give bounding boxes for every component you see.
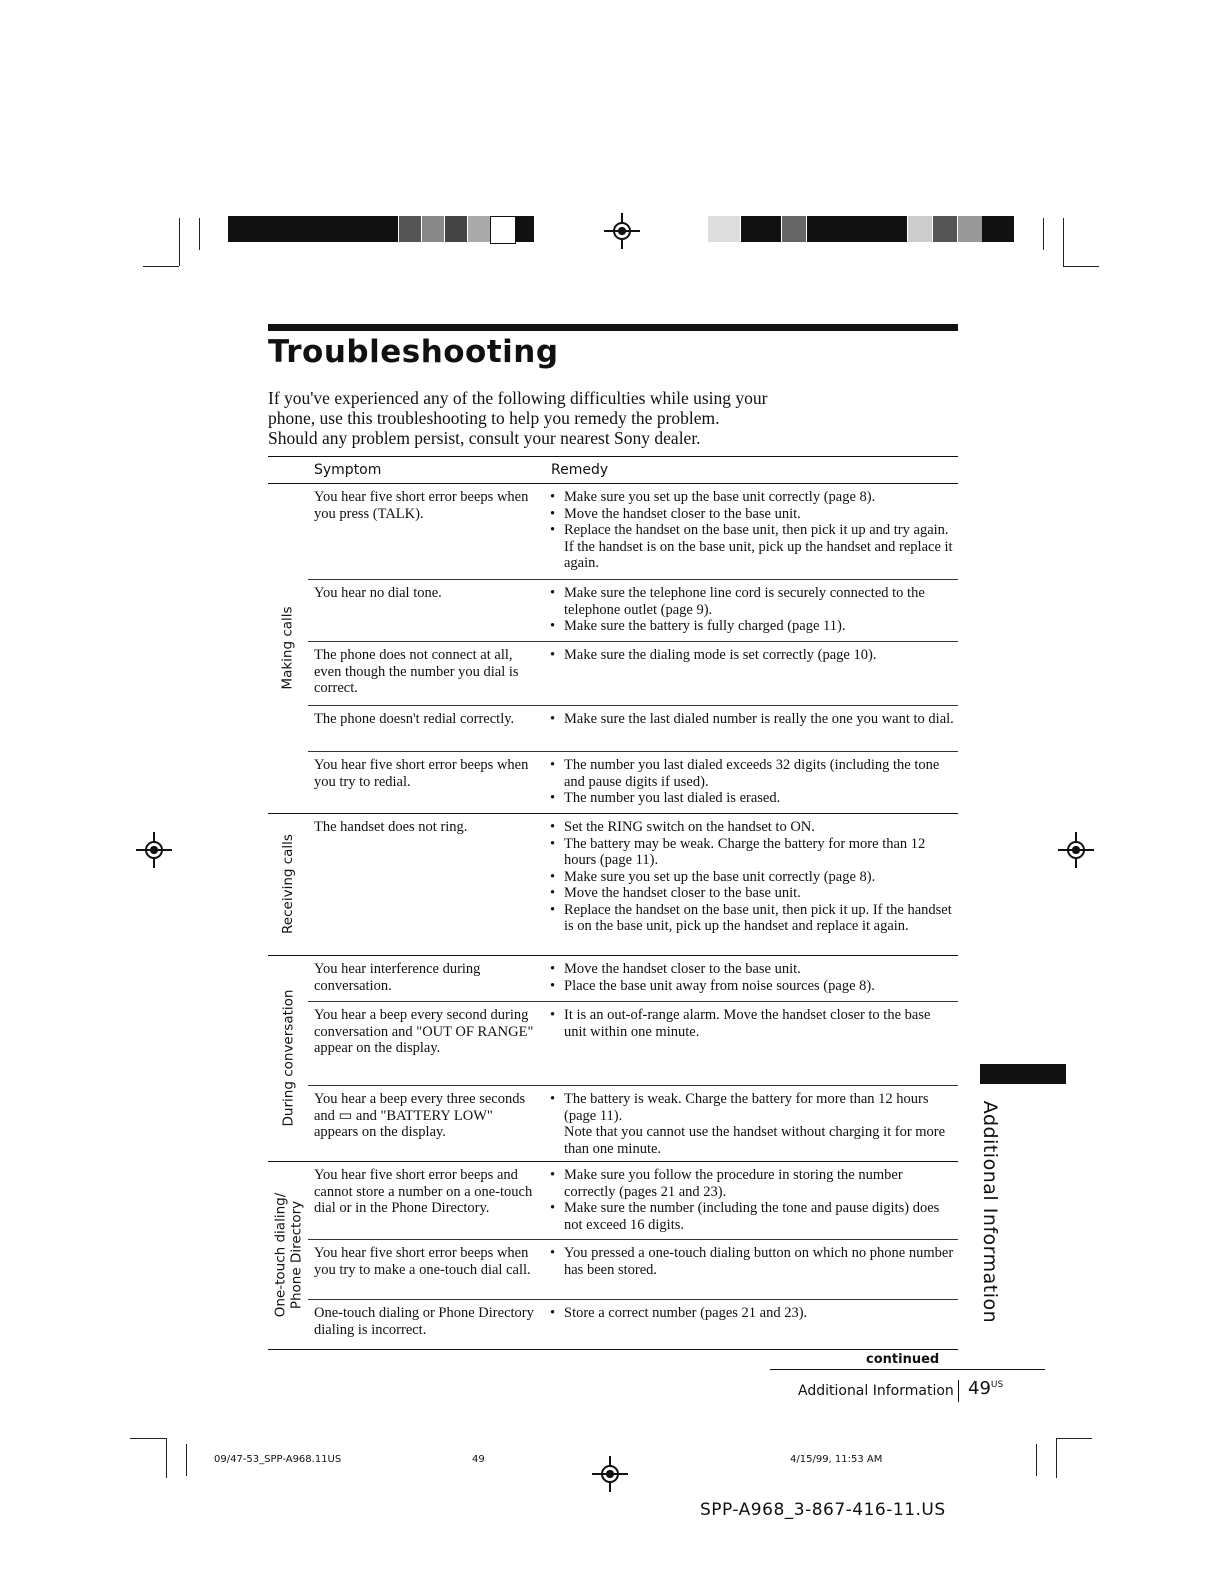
registration-mark (136, 832, 172, 868)
page-number: $49^{US}$ (968, 1378, 1004, 1399)
crop-mark (130, 1438, 166, 1439)
remedy-item: • Make sure you set up the base unit correctly (page 8). (550, 489, 954, 506)
remedy-list (550, 1305, 954, 1322)
symptom-group (268, 1161, 958, 1350)
table-row (308, 641, 958, 706)
footer-divider (958, 1380, 959, 1402)
table-row (308, 1239, 958, 1300)
continued-rule (770, 1369, 1045, 1370)
remedy-item: • Replace the handset on the base unit, then pick it up. If the handset is on the base unit, pick up the handset and replace it again. (550, 902, 954, 935)
remedy-item: • Make sure the telephone line cord is securely connected to the telephone outlet (page 9). (550, 585, 954, 618)
remedy-list (550, 1167, 954, 1233)
registration-mark (604, 213, 640, 249)
remedy-item: • Set the RING switch on the handset to ON. (550, 819, 954, 836)
remedy-item: • Make sure the last dialed number is really the one you want to dial. (550, 711, 954, 728)
color-bar-left (228, 216, 534, 242)
symptom-cell: One-touch dialing or Phone Directory dialing is incorrect. (314, 1305, 534, 1338)
remedy-list (550, 757, 954, 807)
remedy-item: • The battery is weak. Charge the battery for more than 12 hours (page 11). (550, 1091, 954, 1124)
section-tab-marker (980, 1064, 1066, 1084)
symptom-cell: You hear a beep every three seconds and ▭ and "BATTERY LOW" appears on the display. (314, 1091, 526, 1140)
title-rule (268, 324, 958, 331)
table-row (308, 483, 958, 580)
remedy-list (550, 819, 954, 935)
intro-line: If you've experienced any of the following difficulties while using your (268, 388, 768, 408)
crop-mark (1036, 1444, 1037, 1476)
table-row (308, 1085, 958, 1161)
remedy-note: Note that you cannot use the handset without charging it for more than one minute. (564, 1124, 946, 1157)
table-row (308, 955, 958, 1002)
crop-mark (1063, 218, 1064, 266)
remedy-item: • Replace the handset on the base unit, then pick it up and try again. If the handset is on the base unit, pick up the handset and replace it again. (550, 522, 954, 572)
symptom-group (268, 955, 958, 1162)
remedy-item: • Place the base unit away from noise sources (page 8). (550, 978, 954, 995)
remedy-header: Remedy (551, 462, 609, 478)
intro-line: Should any problem persist, consult your nearest Sony dealer. (268, 428, 701, 448)
crop-mark (179, 218, 180, 266)
remedy-item: • Make sure you set up the base unit correctly (page 8). (550, 869, 954, 886)
group-label: Receiving calls (280, 834, 297, 934)
symptom-cell: The phone doesn't redial correctly. (314, 711, 515, 727)
remedy-item: • You pressed a one-touch dialing button on which no phone number has been stored. (550, 1245, 954, 1278)
table-row (308, 1299, 958, 1349)
continued-label: continued (866, 1352, 940, 1367)
group-label: Making calls (280, 606, 297, 690)
remedy-item: • Store a correct number (pages 21 and 23). (550, 1305, 954, 1322)
symptom-cell: You hear five short error beeps and cannot store a number on a one-touch dial or in the Phone Directory. (314, 1167, 533, 1216)
intro-line: phone, use this troubleshooting to help you remedy the problem. (268, 408, 720, 428)
remedy-list (550, 711, 954, 728)
remedy-list (550, 489, 954, 572)
symptom-header: Symptom (314, 462, 382, 478)
document-code: SPP-A968_3-867-416-11.US (700, 1500, 946, 1520)
footer-section: Additional Information (798, 1383, 954, 1399)
symptom-cell: The handset does not ring. (314, 819, 468, 835)
crop-mark (1056, 1438, 1057, 1478)
print-slug-file: 09/47-53_SPP-A968.11US (214, 1454, 342, 1465)
crop-mark (1056, 1438, 1092, 1439)
remedy-item: • The battery may be weak. Charge the battery for more than 12 hours (page 11). (550, 836, 954, 869)
symptom-cell: You hear five short error beeps when you press (TALK). (314, 489, 529, 522)
remedy-list (550, 585, 954, 635)
symptom-group (268, 483, 958, 814)
remedy-item: • Move the handset closer to the base unit. (550, 961, 954, 978)
table-row (308, 1001, 958, 1086)
crop-mark (166, 1438, 167, 1478)
remedy-list (550, 647, 954, 664)
page-title: Troubleshooting (268, 334, 559, 370)
table-row (308, 813, 958, 955)
crop-mark (199, 218, 200, 250)
section-tab-label: Additional Information (979, 1100, 1001, 1324)
registration-mark (1058, 832, 1094, 868)
symptom-cell: You hear five short error beeps when you try to make a one-touch dial call. (314, 1245, 531, 1278)
color-bar-right (708, 216, 1014, 242)
intro-text (268, 388, 908, 448)
print-slug-page: 49 (472, 1454, 485, 1465)
symptom-cell: You hear five short error beeps when you try to redial. (314, 757, 529, 790)
symptom-cell: You hear interference during conversation. (314, 961, 481, 994)
remedy-item: • Move the handset closer to the base unit. (550, 885, 954, 902)
crop-mark (1063, 266, 1099, 267)
symptom-cell: The phone does not connect at all, even though the number you dial is correct. (314, 647, 519, 696)
table-row (308, 705, 958, 752)
crop-mark (143, 266, 179, 267)
registration-mark (592, 1456, 628, 1492)
symptom-group (268, 813, 958, 956)
remedy-item: • The number you last dialed is erased. (550, 790, 954, 807)
group-label: One-touch dialing/ Phone Directory (272, 1192, 305, 1318)
table-row (308, 579, 958, 642)
table-row (308, 1161, 958, 1240)
symptom-cell: You hear a beep every second during conversation and "OUT OF RANGE" appear on the display. (314, 1007, 534, 1056)
table-header (268, 456, 958, 484)
remedy-list (550, 961, 954, 994)
crop-mark (1043, 218, 1044, 250)
remedy-item: • It is an out-of-range alarm. Move the handset closer to the base unit within one minute. (550, 1007, 954, 1040)
symptom-cell: You hear no dial tone. (314, 585, 442, 601)
remedy-list (550, 1245, 954, 1278)
remedy-list (550, 1007, 954, 1040)
remedy-item: • Move the handset closer to the base unit. (550, 506, 954, 523)
remedy-item: • Make sure the dialing mode is set correctly (page 10). (550, 647, 954, 664)
remedy-list (550, 1091, 954, 1157)
table-row (308, 751, 958, 813)
remedy-item: • Make sure the battery is fully charged (page 11). (550, 618, 954, 635)
remedy-item: • Make sure the number (including the tone and pause digits) does not exceed 16 digits. (550, 1200, 954, 1233)
print-slug-date: 4/15/99, 11:53 AM (790, 1454, 883, 1465)
crop-mark (186, 1444, 187, 1476)
remedy-item: • Make sure you follow the procedure in storing the number correctly (pages 21 and 23). (550, 1167, 954, 1200)
group-label: During conversation (280, 989, 297, 1127)
remedy-item: • The number you last dialed exceeds 32 digits (including the tone and pause digits if used). (550, 757, 954, 790)
